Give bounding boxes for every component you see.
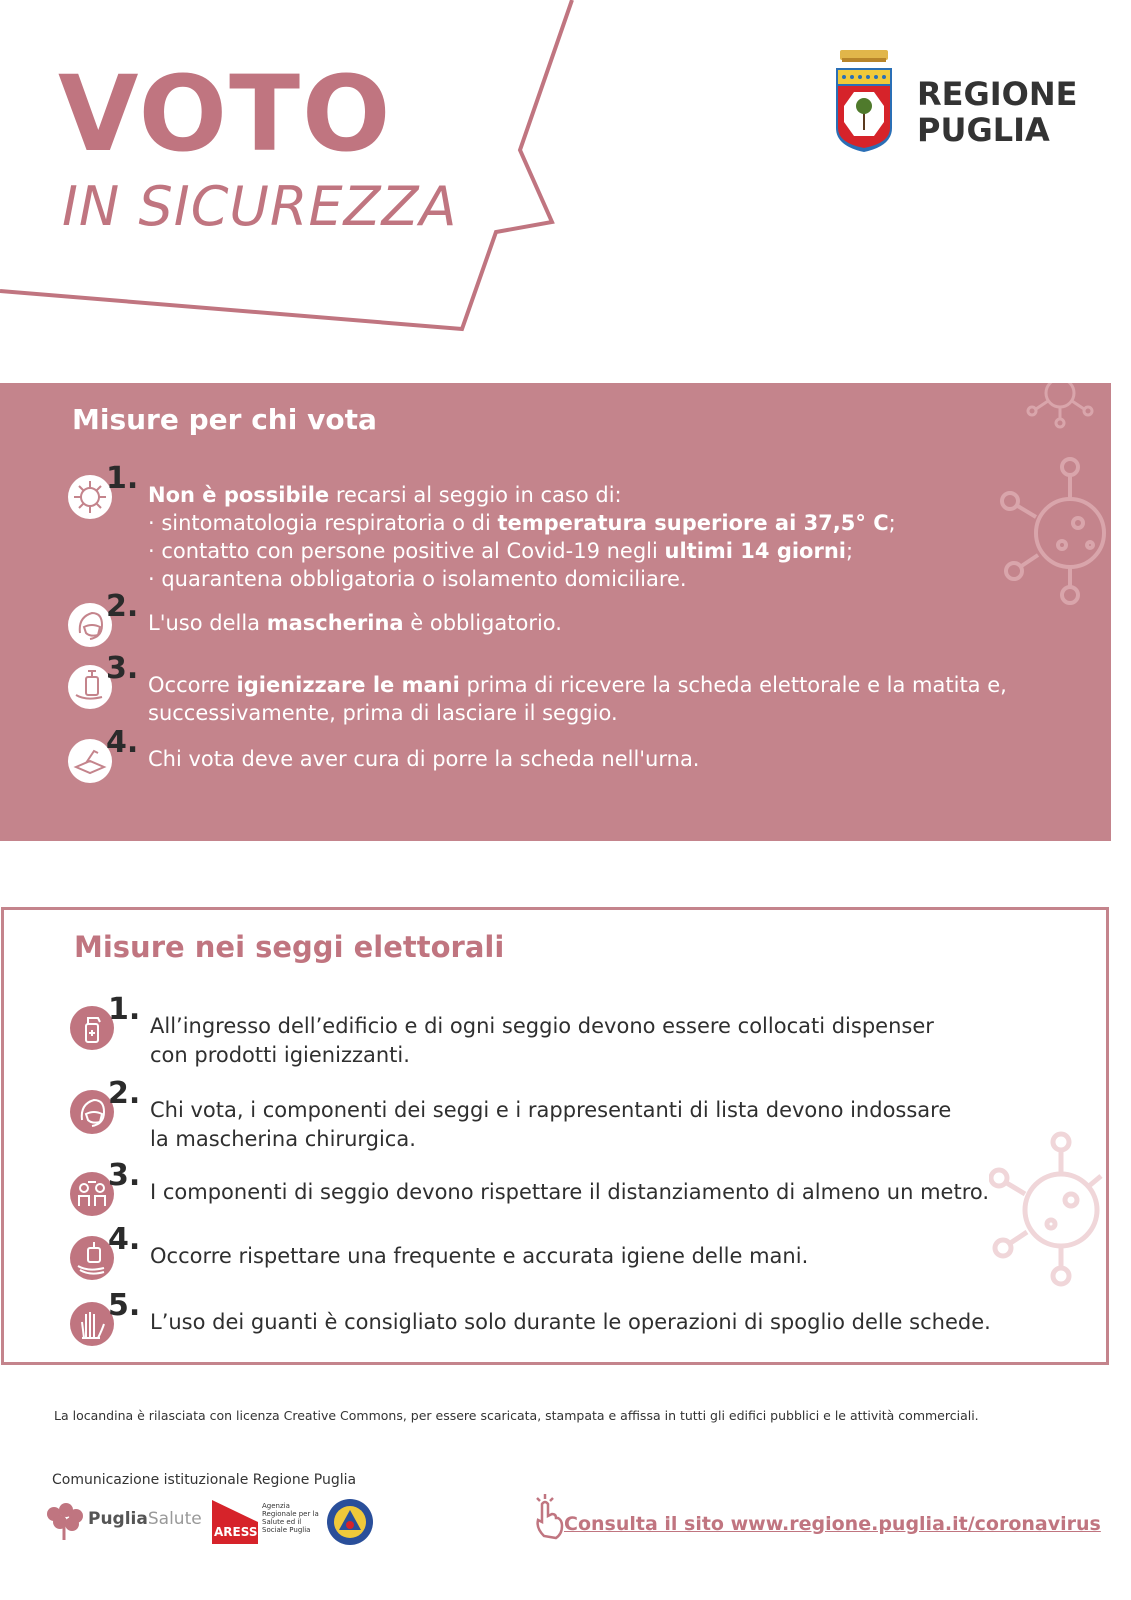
list-item (68, 461, 1028, 595)
license-note: La locandina è rilasciata con licenza Creative Commons, per essere scaricata, stampata e affissa in tutti gli edifici pubblici e le attività commerciali. (54, 1408, 979, 1423)
page-title: VOTO (58, 53, 393, 175)
section-title: Misure nei seggi elettorali (74, 930, 505, 964)
voter-measures-section (0, 383, 1111, 841)
item-text: I componenti di seggio devono rispettare il distanziamento di almeno un metro. (150, 1180, 990, 1204)
virus-watermark-icon (1020, 383, 1100, 433)
list-item (68, 725, 1028, 789)
list-item (70, 992, 1030, 1070)
item-text: Occorre rispettare una frequente e accurata igiene delle mani. (150, 1244, 809, 1268)
item-number: 1. (108, 992, 141, 1027)
puglia-salute-logo-icon (42, 1500, 86, 1544)
item-number: 2. (108, 1076, 141, 1111)
list-item (70, 1288, 1030, 1352)
polling-station-measures-section (1, 907, 1109, 1365)
item-text: Occorre igienizzare le mani prima di ricevere la scheda elettorale e la matita e, successivamente, prima di lasciare il seggio. (148, 673, 1007, 725)
item-number: 2. (106, 589, 139, 624)
institutional-communication: Comunicazione istituzionale Regione Puglia (52, 1472, 357, 1488)
coronavirus-site-link[interactable]: Consulta il sito www.regione.puglia.it/coronavirus (564, 1513, 1101, 1535)
section-title: Misure per chi vota (72, 403, 377, 436)
item-text: L'uso della mascherina è obbligatorio. (148, 611, 562, 635)
list-item (70, 1076, 1030, 1154)
item-number: 4. (106, 725, 139, 760)
list-item (70, 1222, 1030, 1286)
item-number: 3. (106, 651, 139, 686)
item-text: All’ingresso dell’edificio e di ogni seggio devono essere collocati dispenser con prodotti igienizzanti. (150, 1014, 934, 1067)
list-item (68, 589, 1028, 653)
item-number: 1. (106, 461, 139, 496)
item-number: 4. (108, 1222, 141, 1257)
puglia-salute-logo: PugliaSalute (88, 1509, 202, 1529)
list-item (68, 651, 1028, 729)
list-item (70, 1158, 1030, 1222)
protezione-civile-logo-icon (326, 1498, 374, 1546)
item-text: Chi vota deve aver cura di porre la scheda nell'urna. (148, 747, 700, 771)
pointing-hand-icon (532, 1492, 566, 1540)
item-number: 3. (108, 1158, 141, 1193)
aress-description: Agenzia Regionale per la Salute ed il Sociale Puglia (262, 1502, 319, 1534)
aress-logo-text: ARESS (214, 1525, 258, 1539)
page-subtitle: IN SICUREZZA (62, 175, 458, 238)
item-text: Chi vota, i componenti dei seggi e i rappresentanti di lista devono indossare la mascherina chirurgica. (150, 1098, 952, 1151)
item-text: L’uso dei guanti è consigliato solo durante le operazioni di spoglio delle schede. (150, 1310, 991, 1334)
item-number: 5. (108, 1288, 141, 1323)
item-text: Non è possibile recarsi al seggio in caso di: · sintomatologia respiratoria o di temperatura superiore ai 37,5° C; · contatto con persone positive al Covid-19 negli ultimi 14 giorni; · quarantena obbligatoria o isolamento domiciliare. (148, 483, 896, 591)
regione-puglia-wordmark: REGIONE PUGLIA (917, 75, 1078, 149)
